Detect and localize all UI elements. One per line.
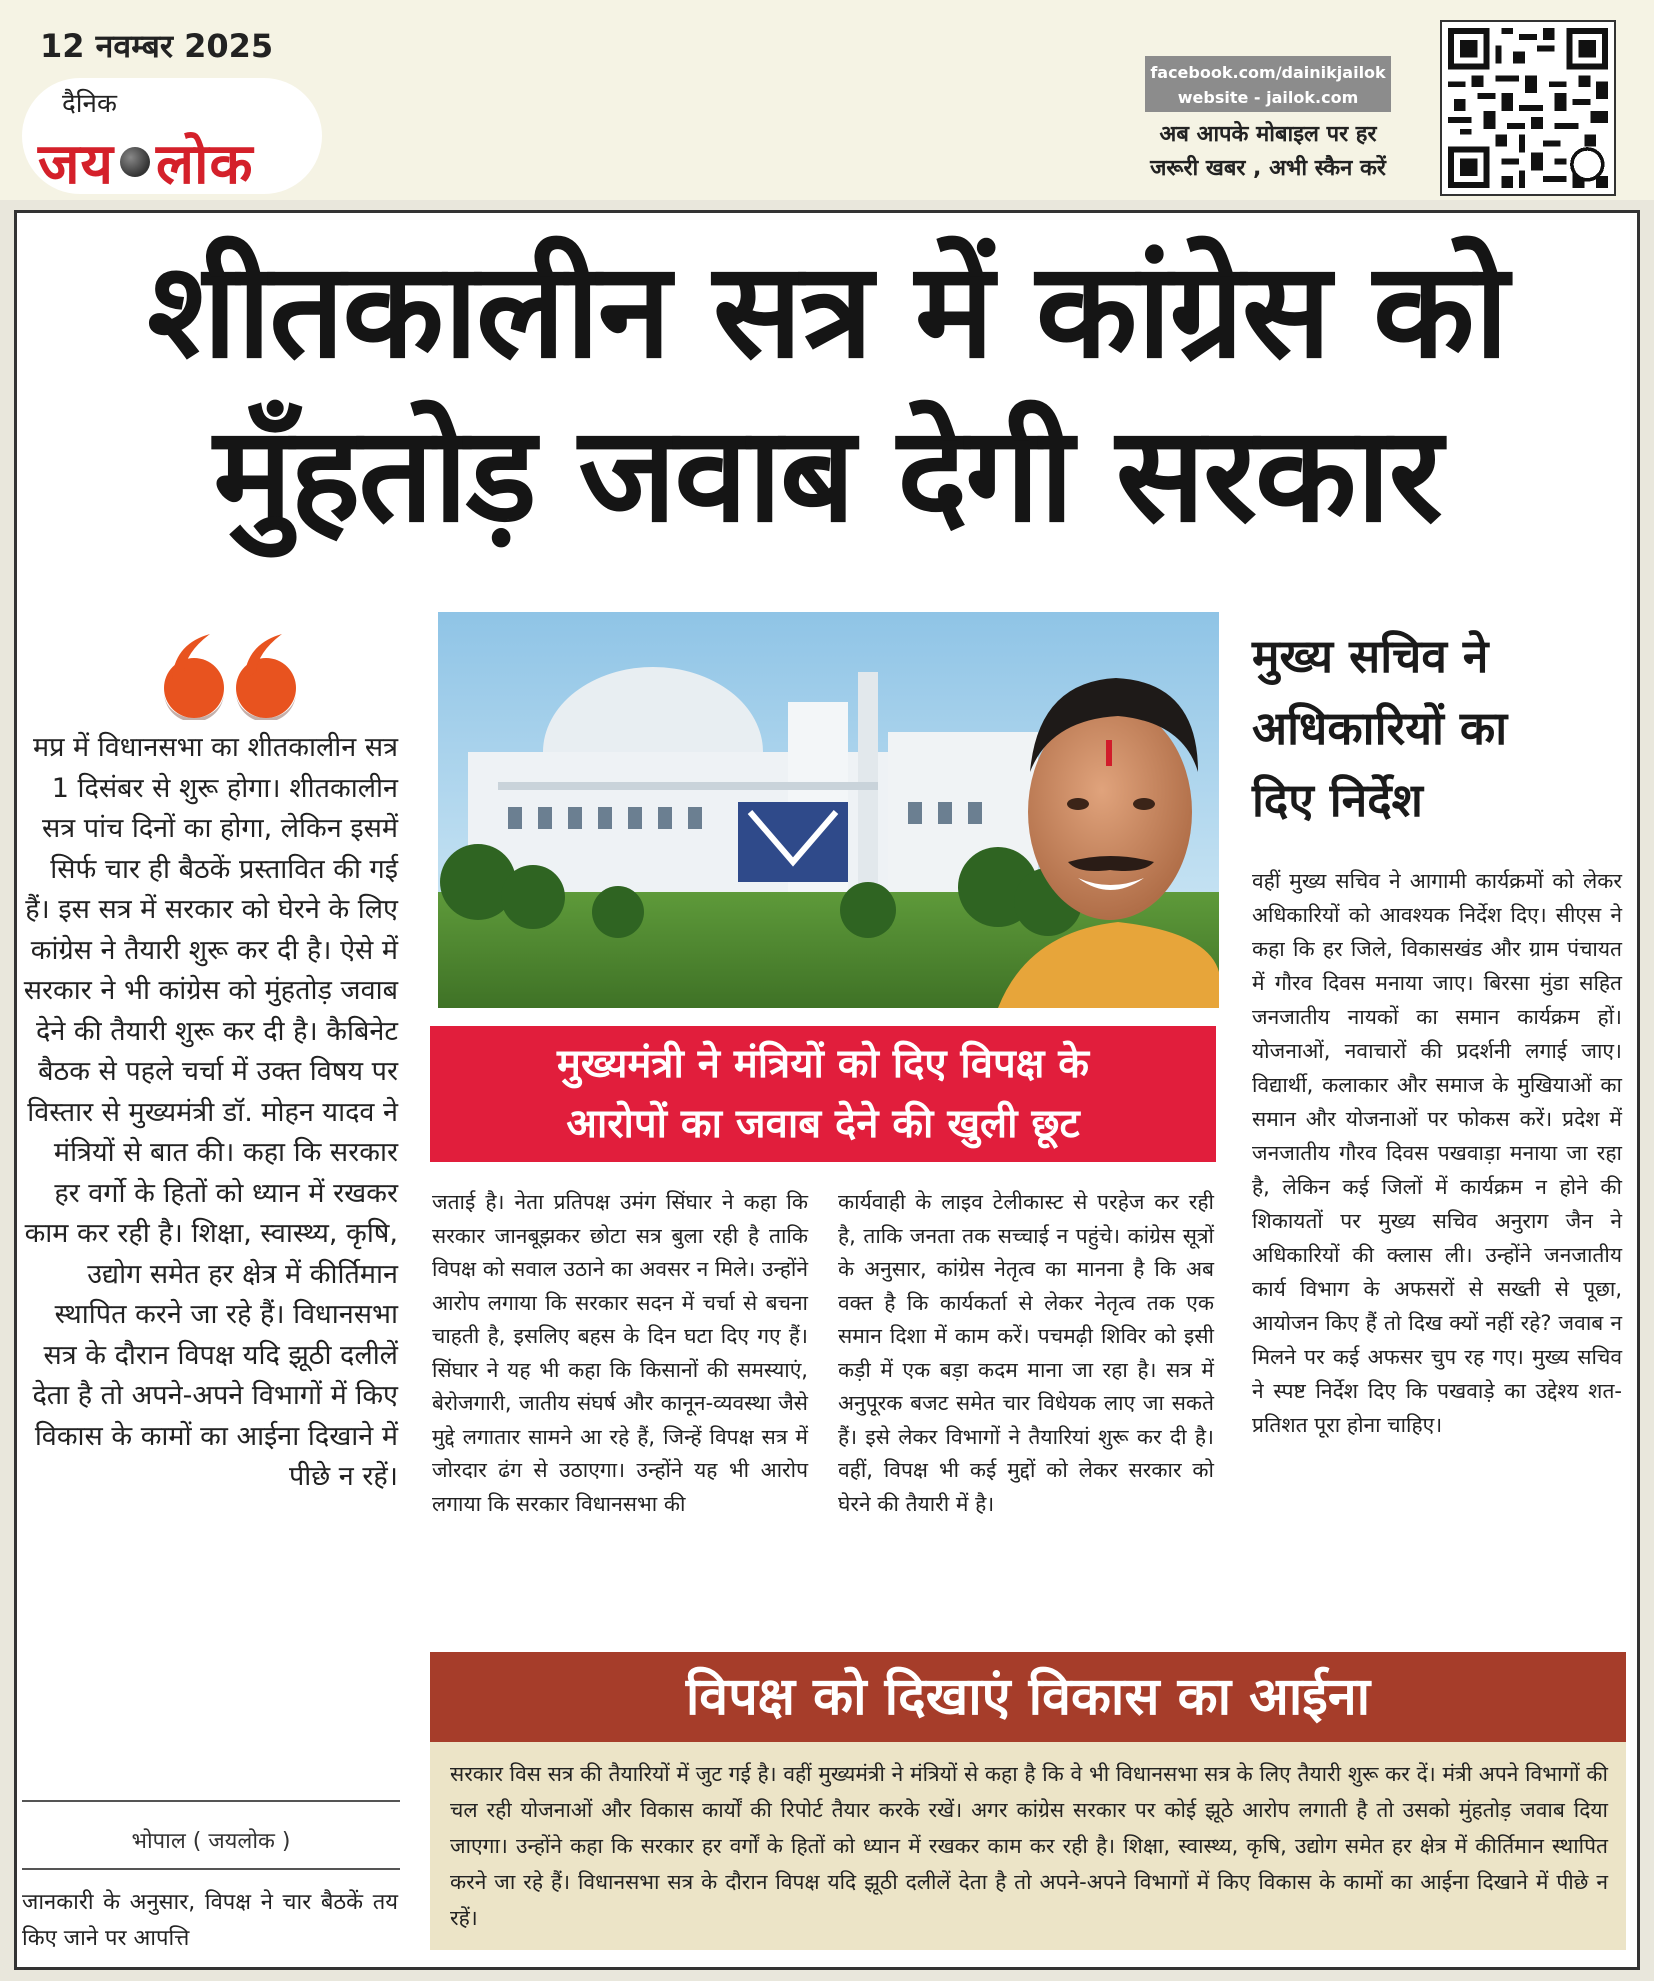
divider [22, 1868, 400, 1870]
dateline: भोपाल ( जयलोक ) [131, 1829, 291, 1854]
right-column-heading [1252, 620, 1622, 836]
bottom-banner: विपक्ष को दिखाएं विकास का आईना [430, 1652, 1626, 1742]
facebook-link[interactable]: facebook.com/dainikjailok [1150, 63, 1386, 82]
social-links-box [1145, 56, 1391, 112]
newspaper-logo[interactable] [38, 124, 254, 200]
website-link[interactable]: website - jailok.com [1177, 88, 1359, 107]
logo-small-text: दैनिक [62, 89, 117, 119]
mobile-promo-line-2: जरूरी खबर , अभी स्कैन करें [1150, 156, 1386, 181]
right-heading-line-2: अधिकारियों का [1252, 701, 1508, 755]
bottom-text-box: सरकार विस सत्र की तैयारियों में जुट गई है। वहीं मुख्यमंत्री ने मंत्रियों से कहा है कि वे भी विधानसभा सत्र के लिए तैयारी शुरू कर दें। मंत्री अपने विभागों की चल रही योजनाओं और विकास कार्यों की रिपोर्ट तैयार करके रखें। अगर कांग्रेस सरकार पर कोई झूठे आरोप लगाती है तो उसको मुंहतोड़ जवाब दिया जाएगा। उन्होंने कहा कि सरकार हर वर्गों के हितों को ध्यान में रखकर काम कर रही है। शिक्षा, स्वास्थ्य, कृषि, उद्योग समेत हर क्षेत्र में कीर्तिमान स्थापित करने जा रहे हैं। विधानसभा सत्र के दौरान विपक्ष यदि झूठी दलीलें देता है तो अपने-अपने विभागों में किए विकास के कामों का आईना दिखाने में पीछे न रहें। [430, 1742, 1626, 1950]
globe-icon [120, 147, 150, 177]
left-column-bottom-text: जानकारी के अनुसार, विपक्ष ने चार बैठकें तय किए जाने पर आपत्ति [22, 1890, 398, 1951]
issue-date: 12 नवम्बर 2025 [40, 27, 274, 65]
mobile-promo-line-1: अब आपके मोबाइल पर हर [1159, 122, 1377, 147]
article-photo [438, 612, 1219, 1008]
logo-word-right: लोक [156, 131, 254, 197]
qr-code-icon[interactable] [1440, 20, 1616, 196]
headline-line-1: शीतकालीन सत्र में कांग्रेस को [147, 234, 1507, 388]
subheadline-banner [430, 1026, 1216, 1162]
right-column-text: वहीं मुख्य सचिव ने आगामी कार्यक्रमों को लेकर अधिकारियों को आवश्यक निर्देश दिए। सीएस ने कहा कि हर जिले, विकासखंड और ग्राम पंचायत में गौरव दिवस मनाया जाए। बिरसा मुंडा सहित जनजातीय नायकों का समान कार्यक्रम हों। योजनाओं, नवाचारों की प्रदर्शनी लगाई जाए। विद्यार्थी, कलाकार और समाज के मुखियाओं का समान और योजनाओं पर फोकस करें। प्रदेश में जनजातीय गौरव दिवस पखवाड़ा मनाया जा रहा है, लेकिन कई जिलों में कार्यक्रम न होने की शिकायतों पर मुख्य सचिव अनुराग जैन ने अधिकारियों की क्लास ली। उन्होंने जनजातीय कार्य विभाग के अफसरों से सख्ती से पूछा, आयोजन किए हैं तो दिख क्यों नहीं रहे? जवाब न मिलने पर कई अफसर चुप रह गए। मुख्य सचिव ने स्पष्ट निर्देश दिए कि पखवाड़े का उद्देश्य शत-प्रतिशत पूरा होना चाहिए। [1252, 869, 1622, 1437]
quote-mark-icon [150, 630, 306, 720]
middle-column-2: कार्यवाही के लाइव टेलीकास्ट से परहेज कर रही है, ताकि जनता तक सच्चाई न पहुंचे। कांग्रेस सूत्रों के अनुसार, कांग्रेस नेतृत्व का मानना है कि अब वक्त है कि कार्यकर्ता से लेकर नेतृत्व तक एक समान दिशा में काम करें। पचमढ़ी शिविर को इसी कड़ी में एक बड़ा कदम माना जा रहा है। सत्र में अनुपूरक बजट समेत चार विधेयक लाए जा सकते हैं। इसे लेकर विभागों ने तैयारियां शुरू कर दी है। वहीं, विपक्ष भी कई मुद्दों को लेकर सरकार को घेरने की तैयारी में है। [838, 1190, 1214, 1516]
left-column-text: मप्र में विधानसभा का शीतकालीन सत्र 1 दिसंबर से शुरू होगा। शीतकालीन सत्र पांच दिनों का होगा, लेकिन इसमें सिर्फ चार ही बैठकें प्रस्तावित की गई हैं। इस सत्र में सरकार को घेरने के लिए कांग्रेस ने तैयारी शुरू कर दी है। ऐसे में सरकार ने भी कांग्रेस को मुंहतोड़ जवाब देने की तैयारी शुरू कर दी है। कैबिनेट बैठक से पहले चर्चा में उक्त विषय पर विस्तार से मुख्यमंत्री डॉ. मोहन यादव ने मंत्रियों से बात की। कहा कि सरकार हर वर्गो के हितों को ध्यान में रखकर काम कर रही है। शिक्षा, स्वास्थ्य, कृषि, उद्योग समेत हर क्षेत्र में कीर्तिमान स्थापित करने जा रहे हैं। विधानसभा सत्र के दौरान विपक्ष यदि झूठी दलीलें देता है तो अपने-अपने विभागों में किए विकास के कामों का आईना दिखाने में पीछे न रहें। [23, 732, 398, 1492]
right-heading-line-1: मुख्य सचिव ने [1252, 629, 1489, 683]
middle-column-1: जताई है। नेता प्रतिपक्ष उमंग सिंघार ने कहा कि सरकार जानबूझकर छोटा सत्र बुला रही है ताकि विपक्ष को सवाल उठाने का अवसर न मिले। उन्होंने आरोप लगाया कि सरकार सदन में चर्चा से बचना चाहती है, इसलिए बहस के दिन घटा दिए गए हैं। सिंघार ने यह भी कहा कि किसानों की समस्याएं, बेरोजगारी, जातीय संघर्ष और कानून-व्यवस्था जैसे मुद्दे लगातार सामने आ रहे हैं, जिन्हें विपक्ष सत्र में जोरदार ढंग से उठाएगा। उन्होंने यह भी आरोप लगाया कि सरकार विधानसभा की [432, 1190, 808, 1516]
headline-line-2: मुँहतोड़ जवाब देगी सरकार [213, 398, 1441, 552]
subheadline-line-2: आरोपों का जवाब देने की खुली छूट [566, 1101, 1080, 1147]
logo-word-left: जय [38, 131, 115, 197]
masthead [0, 0, 1654, 200]
right-heading-line-3: दिए निर्देश [1252, 773, 1423, 827]
divider [22, 1800, 400, 1802]
subheadline-line-1: मुख्यमंत्री ने मंत्रियों को दिए विपक्ष के [556, 1041, 1090, 1087]
